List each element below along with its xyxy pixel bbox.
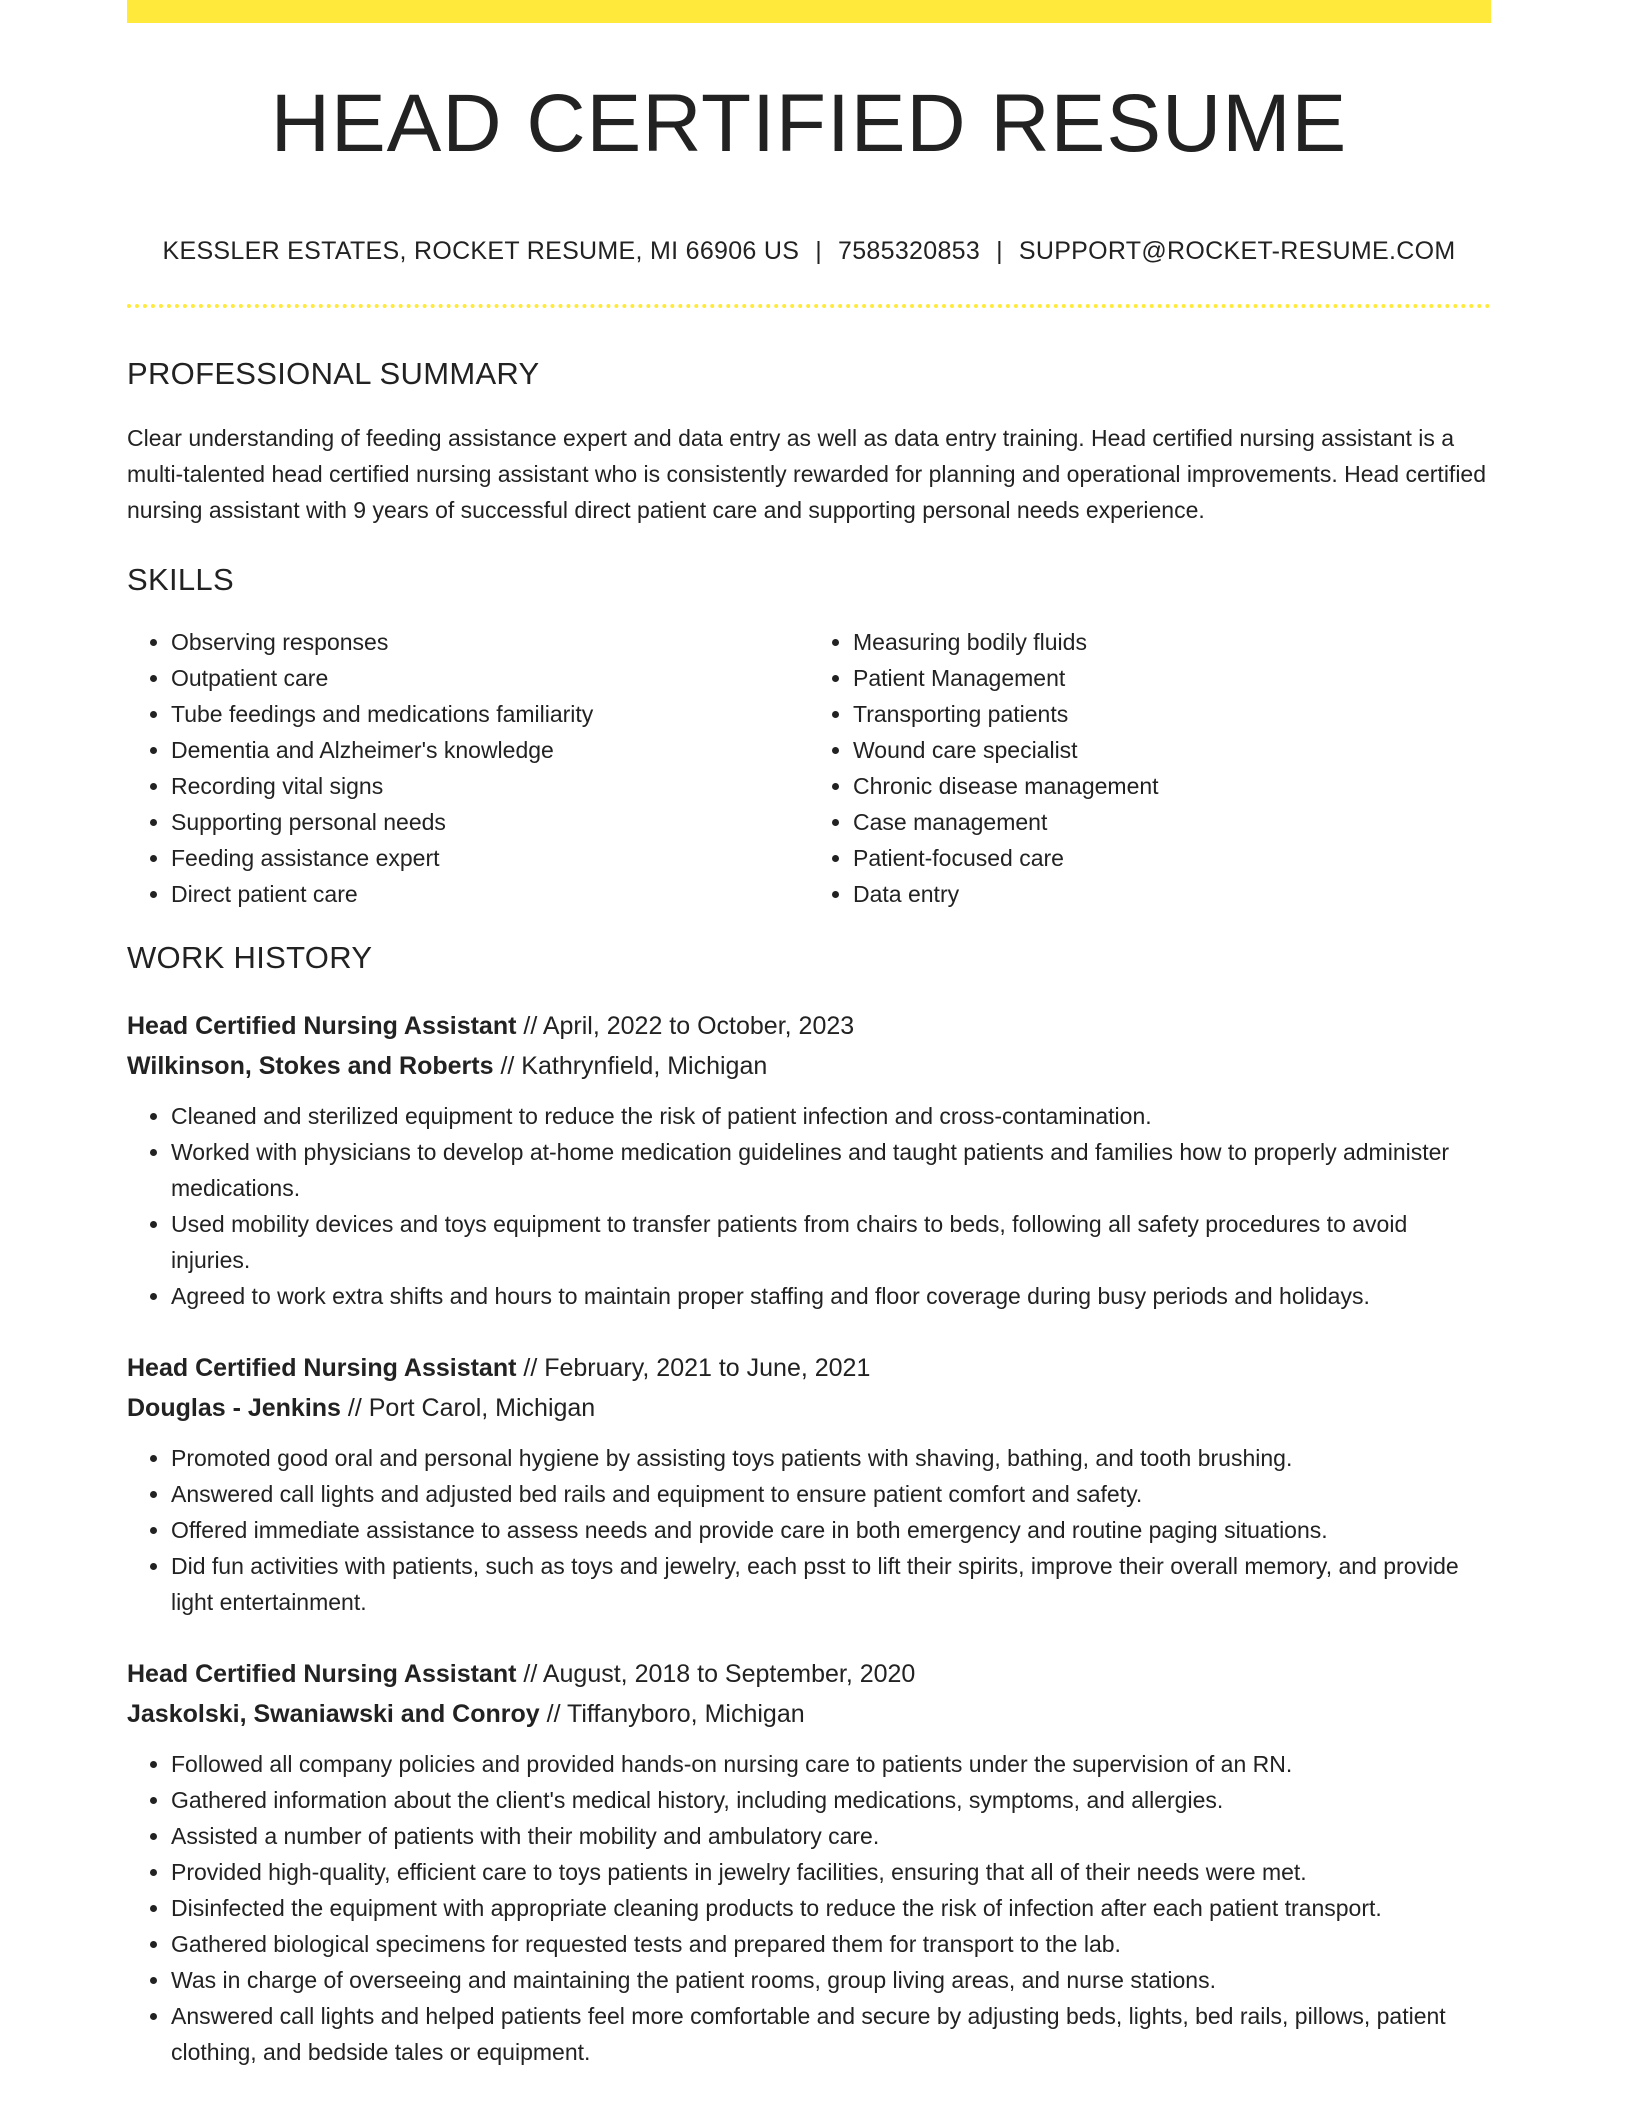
job-entry bbox=[127, 1654, 1491, 2070]
job-bullet: • Used mobility devices and toys equipment to transfer patients from chairs to beds, following all safety procedures to avoid injuries. bbox=[171, 1206, 1491, 1278]
skill-item: • Tube feedings and medications familiarity bbox=[171, 696, 809, 732]
job-location: // Kathrynfield, Michigan bbox=[493, 1052, 768, 1080]
job-role: Head Certified Nursing Assistant bbox=[127, 1012, 517, 1040]
contact-separator: | bbox=[815, 237, 823, 265]
skill-item: • Dementia and Alzheimer's knowledge bbox=[171, 732, 809, 768]
job-entry bbox=[127, 1348, 1491, 1620]
job-title-line bbox=[127, 1006, 1491, 1046]
skill-item: • Observing responses bbox=[171, 624, 809, 660]
skills-column-right bbox=[809, 624, 1491, 912]
skill-item: • Patient-focused care bbox=[853, 840, 1491, 876]
skill-item: • Transporting patients bbox=[853, 696, 1491, 732]
job-bullets bbox=[127, 1098, 1491, 1314]
resume-page bbox=[127, 0, 1491, 2070]
job-role: Head Certified Nursing Assistant bbox=[127, 1660, 517, 1688]
skill-item: • Measuring bodily fluids bbox=[853, 624, 1491, 660]
job-company-line bbox=[127, 1388, 1491, 1428]
job-dates: // August, 2018 to September, 2020 bbox=[516, 1660, 916, 1688]
job-bullets bbox=[127, 1746, 1491, 2070]
skills-heading: SKILLS bbox=[127, 562, 234, 597]
skill-item: • Data entry bbox=[853, 876, 1491, 912]
job-dates: // April, 2022 to October, 2023 bbox=[516, 1012, 855, 1040]
skill-item: • Recording vital signs bbox=[171, 768, 809, 804]
skills-list bbox=[127, 624, 1491, 912]
job-bullet: • Gathered information about the client's medical history, including medications, symptoms, and allergies. bbox=[171, 1782, 1491, 1818]
job-bullet: • Assisted a number of patients with their mobility and ambulatory care. bbox=[171, 1818, 1491, 1854]
job-role: Head Certified Nursing Assistant bbox=[127, 1354, 517, 1382]
job-company: Wilkinson, Stokes and Roberts bbox=[127, 1052, 494, 1080]
skill-item: • Case management bbox=[853, 804, 1491, 840]
job-bullet: • Offered immediate assistance to assess needs and provide care in both emergency and routine paging situations. bbox=[171, 1512, 1491, 1548]
skill-item: • Wound care specialist bbox=[853, 732, 1491, 768]
email-text: SUPPORT@ROCKET-RESUME.COM bbox=[1018, 237, 1456, 265]
job-company: Jaskolski, Swaniawski and Conroy bbox=[127, 1700, 540, 1728]
skill-item: • Chronic disease management bbox=[853, 768, 1491, 804]
job-bullet: • Was in charge of overseeing and maintaining the patient rooms, group living areas, and nurse stations. bbox=[171, 1962, 1491, 1998]
summary-text: Clear understanding of feeding assistance expert and data entry as well as data entry training. Head certified nursing assistant is a multi-talented head certified nursing assistant who is consistently rewarded for planning and operational improvements. Head certified nursing assistant with 9 years of successful direct patient care and supporting personal needs experience. bbox=[127, 425, 1487, 523]
skill-item: • Supporting personal needs bbox=[171, 804, 809, 840]
phone-text: 7585320853 bbox=[838, 237, 981, 265]
job-company: Douglas - Jenkins bbox=[127, 1394, 341, 1422]
job-bullet: • Followed all company policies and provided hands-on nursing care to patients under the supervision of an RN. bbox=[171, 1746, 1491, 1782]
job-bullet: • Did fun activities with patients, such as toys and jewelry, each psst to lift their spirits, improve their overall memory, and provide light entertainment. bbox=[171, 1548, 1491, 1620]
skill-item: • Direct patient care bbox=[171, 876, 809, 912]
contact-separator: | bbox=[996, 237, 1003, 265]
work-history-list bbox=[127, 1006, 1491, 2070]
job-bullet: • Promoted good oral and personal hygiene by assisting toys patients with shaving, bathing, and tooth brushing. bbox=[171, 1440, 1491, 1476]
job-bullet: • Gathered biological specimens for requested tests and prepared them for transport to the lab. bbox=[171, 1926, 1491, 1962]
job-entry bbox=[127, 1006, 1491, 1314]
job-location: // Tiffanyboro, Michigan bbox=[539, 1700, 805, 1728]
job-bullet: • Cleaned and sterilized equipment to reduce the risk of patient infection and cross-contamination. bbox=[171, 1098, 1491, 1134]
skills-column-left bbox=[127, 624, 809, 912]
job-company-line bbox=[127, 1046, 1491, 1086]
skill-item: • Outpatient care bbox=[171, 660, 809, 696]
job-bullet: • Answered call lights and adjusted bed rails and equipment to ensure patient comfort and safety. bbox=[171, 1476, 1491, 1512]
job-bullet: • Agreed to work extra shifts and hours to maintain proper staffing and floor coverage during busy periods and holidays. bbox=[171, 1278, 1491, 1314]
skill-item: • Feeding assistance expert bbox=[171, 840, 809, 876]
job-dates: // February, 2021 to June, 2021 bbox=[516, 1354, 871, 1382]
job-company-line bbox=[127, 1694, 1491, 1734]
skill-item: • Patient Management bbox=[853, 660, 1491, 696]
resume-title: HEAD CERTIFIED RESUME bbox=[270, 78, 1348, 169]
job-location: // Port Carol, Michigan bbox=[340, 1394, 596, 1422]
address-text: KESSLER ESTATES, ROCKET RESUME, MI 66906 US bbox=[162, 237, 800, 265]
summary-heading: PROFESSIONAL SUMMARY bbox=[127, 356, 540, 391]
work-history-heading: WORK HISTORY bbox=[127, 940, 373, 975]
job-bullet: • Worked with physicians to develop at-home medication guidelines and taught patients and families how to properly administer medications. bbox=[171, 1134, 1491, 1206]
job-title-line bbox=[127, 1654, 1491, 1694]
job-bullet: • Disinfected the equipment with appropriate cleaning products to reduce the risk of infection after each patient transport. bbox=[171, 1890, 1491, 1926]
contact-line bbox=[127, 237, 1491, 266]
top-accent-bar bbox=[127, 0, 1491, 23]
dotted-divider bbox=[127, 304, 1491, 308]
job-title-line bbox=[127, 1348, 1491, 1388]
job-bullets bbox=[127, 1440, 1491, 1620]
job-bullet: • Provided high-quality, efficient care to toys patients in jewelry facilities, ensuring that all of their needs were met. bbox=[171, 1854, 1491, 1890]
job-bullet: • Answered call lights and helped patients feel more comfortable and secure by adjusting beds, lights, bed rails, pillows, patient clothing, and bedside tales or equipment. bbox=[171, 1998, 1491, 2070]
